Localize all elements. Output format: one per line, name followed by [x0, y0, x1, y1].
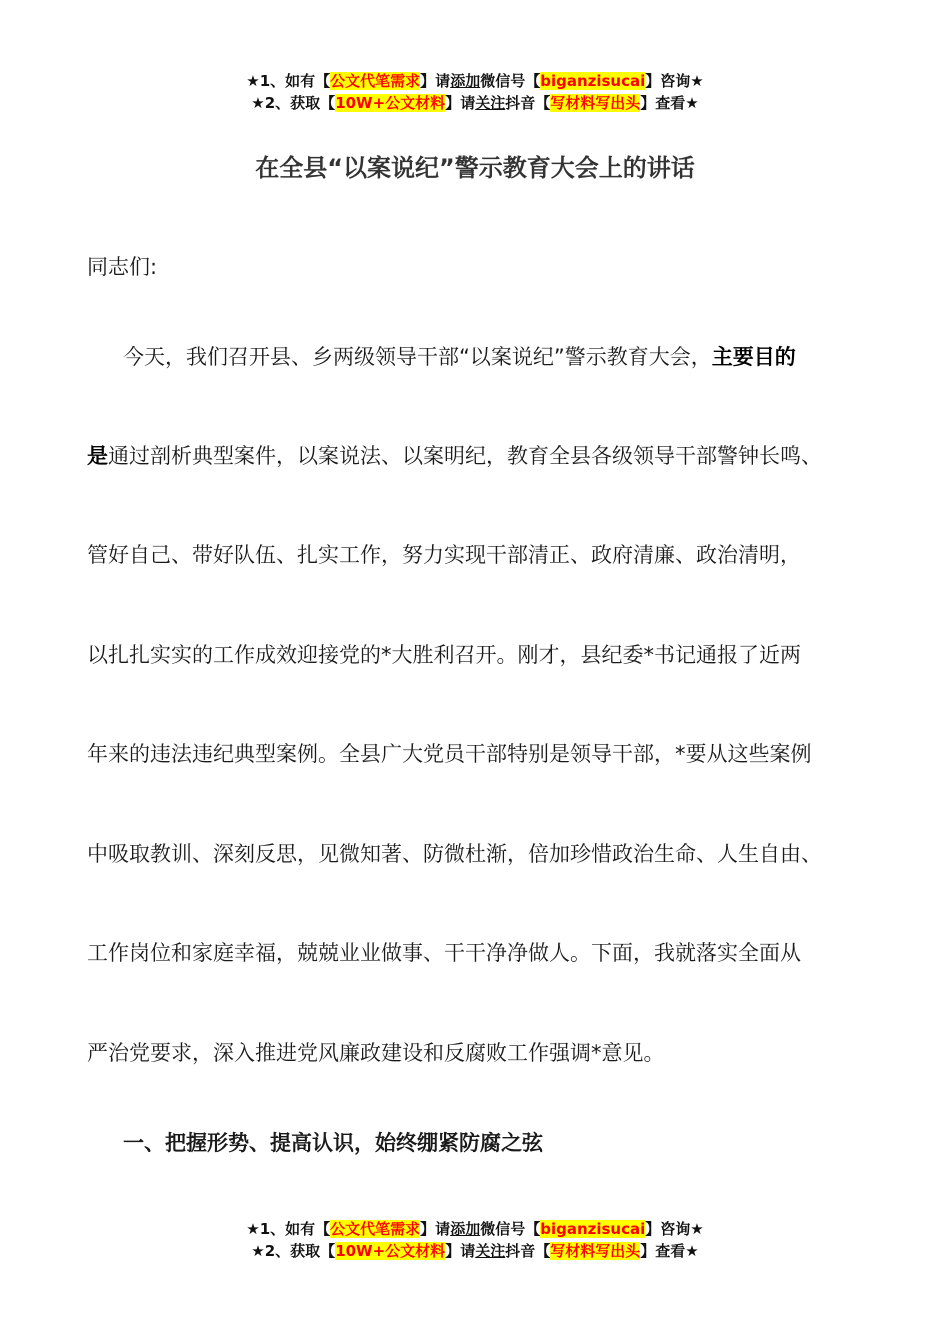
banner-text: 微信号【 [480, 1220, 541, 1238]
paragraph-line: 严治党要求，深入推进党风廉政建设和反腐败工作强调*意见。 [87, 1041, 665, 1065]
banner-highlight: 写材料写出头 [550, 1242, 641, 1260]
banner-highlight: 10W+公文材料 [335, 94, 446, 112]
banner-text: 】请 [420, 72, 451, 90]
paragraph-line: 年来的违法违纪典型案例。全县广大党员干部特别是领导干部，*要从这些案例 [87, 742, 812, 766]
banner-emphasis: 关注 [475, 1242, 506, 1260]
bottom-banner [0, 1218, 950, 1262]
banner-text: 微信号【 [480, 72, 541, 90]
banner-emphasis: 添加 [450, 1220, 481, 1238]
paragraph-line: 中吸取教训、深刻反思，见微知著、防微杜渐，倍加珍惜政治生命、人生自由、 [87, 842, 822, 866]
banner-text: 抖音【 [505, 1242, 551, 1260]
banner-highlight: 写材料写出头 [550, 94, 641, 112]
banner-line-2 [0, 1240, 950, 1262]
banner-text: 】查看★ [640, 94, 699, 112]
greeting: 同志们: [87, 255, 158, 279]
banner-emphasis: 关注 [475, 94, 506, 112]
banner-highlight: 公文代笔需求 [330, 1220, 421, 1238]
banner-text: 】请 [445, 94, 476, 112]
paragraph-line: 工作岗位和家庭幸福，兢兢业业做事、干干净净做人。下面，我就落实全面从 [87, 941, 801, 965]
banner-text: ★1、如有【 [246, 1220, 331, 1238]
paragraph-line: 以扎扎实实的工作成效迎接党的*大胜利召开。刚才，县纪委*书记通报了近两 [87, 643, 801, 667]
paragraph-line [123, 342, 796, 372]
banner-line-2 [0, 92, 950, 114]
banner-text: 】咨询★ [645, 72, 704, 90]
banner-highlight: biganzisucai [540, 72, 646, 90]
document-title: 在全县“以案说纪”警示教育大会上的讲话 [255, 154, 695, 182]
section-heading: 一、把握形势、提高认识，始终绷紧防腐之弦 [123, 1131, 543, 1155]
banner-text: ★2、获取【 [251, 94, 336, 112]
banner-text: ★1、如有【 [246, 72, 331, 90]
paragraph-text: 今天，我们召开县、乡两级领导干部“以案说纪”警示教育大会， [123, 345, 712, 369]
banner-highlight: 公文代笔需求 [330, 72, 421, 90]
paragraph-text: 通过剖析典型案件，以案说法、以案明纪，教育全县各级领导干部警钟长鸣、 [108, 444, 822, 468]
banner-emphasis: 添加 [450, 72, 481, 90]
banner-text: ★2、获取【 [251, 1242, 336, 1260]
paragraph-line: 管好自己、带好队伍、扎实工作，努力实现干部清正、政府清廉、政治清明， [87, 543, 801, 567]
paragraph-bold-text: 主要目的 [711, 345, 796, 369]
banner-text: 】咨询★ [645, 1220, 704, 1238]
banner-highlight: biganzisucai [540, 1220, 646, 1238]
banner-text: 】请 [445, 1242, 476, 1260]
banner-text: 】请 [420, 1220, 451, 1238]
banner-highlight: 10W+公文材料 [335, 1242, 446, 1260]
paragraph-bold-text: 是 [87, 444, 108, 468]
banner-text: 】查看★ [640, 1242, 699, 1260]
banner-text: 抖音【 [505, 94, 551, 112]
banner-line-1 [0, 1218, 950, 1240]
paragraph-line [87, 441, 822, 471]
banner-line-1 [0, 70, 950, 92]
top-banner [0, 70, 950, 114]
